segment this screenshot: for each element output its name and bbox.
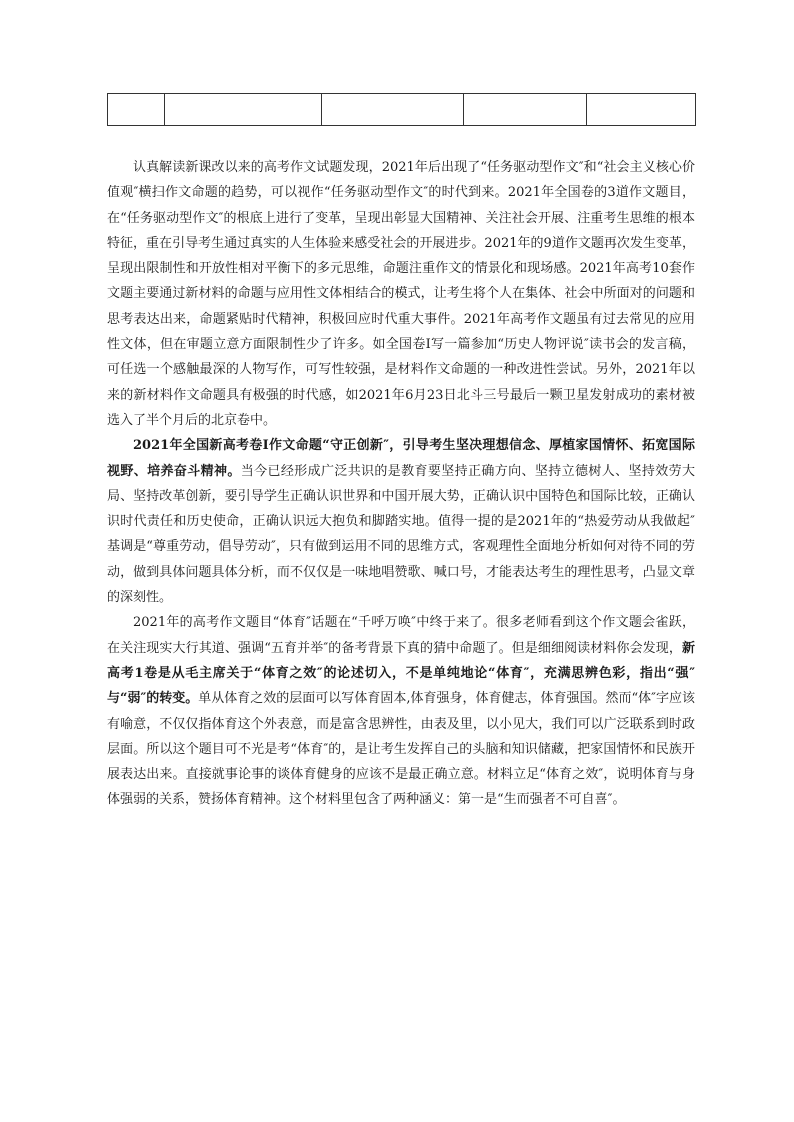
bold-text-span: 2021年全国新高考卷Ⅰ作文命题“守正创新″，引导考生坚决理想信念、厚植家国情怀、拓宽国际视野、培养奋斗精神。: [107, 438, 695, 479]
paragraph-1: [107, 155, 695, 433]
table-cell: [587, 94, 696, 126]
table-cell: [165, 94, 322, 126]
table-cell: [464, 94, 587, 126]
text-span: 2021年的高考作文题目“体育″话题在“千呼万唤″中终于来了。很多老师看到这个作文题会雀跃，在关注现实大行其道、强调“五育并举″的备考背景下真的猜中命题了。但是细细阅读材料你会发现，: [107, 615, 695, 656]
table-cell: [108, 94, 165, 126]
text-span: 当今已经形成广泛共识的是教育要坚持正确方向、坚持立德树人、坚持效劳大局、坚持改革创新，要引导学生正确认识世界和中国开展大势，正确认识中国特色和国际比较，正确认识时代责任和历史使命，正确认识远大抱负和脚踏实地。值得一提的是2021年的“热爱劳动从我做起″基调是“尊重劳动，倡导劳动″，只有做到运用不同的思维方式，客观理性全面地分析如何对待不同的劳动，做到具体问题具体分析，而不仅仅是一味地唱赞歌、喊口号，才能表达考生的理性思考，凸显文章的深刻性。: [107, 463, 695, 606]
header-table: [107, 93, 696, 126]
text-span: 单从体育之效的层面可以写体育固本,体育强身，体育健志，体育强国。然而“体″字应该有喻意，不仅仅指体育这个外表意，而是富含思辨性，由表及里，以小见大，我们可以广泛联系到时政层面。所以这个题目可不光是考“体育″的，是让考生发挥自己的头脑和知识储藏，把家国情怀和民族开展表达出来。直接就事论事的谈体育健身的应该不是最正确立意。材料立足“体育之效″，说明体育与身体强弱的关系，赞扬体育精神。这个材料里包含了两种涵义：第一是“生而强者不可自喜″。: [107, 691, 695, 808]
paragraph-3: [107, 610, 695, 812]
text-span: 认真解读新课改以来的高考作文试题发现，2021年后出现了“任务驱动型作文″和“社会主义核心价值观″横扫作文命题的趋势，可以视作“任务驱动型作文″的时代到来。2021年全国卷的3道作文题目，在“任务驱动型作文″的根底上进行了变革，呈现出彰显大国精神、关注社会开展、注重考生思维的根本特征，重在引导考生通过真实的人生体验来感受社会的开展进步。2021年的9道作文题再次发生变革，呈现出限制性和开放性相对平衡下的多元思维，命题注重作文的情景化和现场感。2021年高考10套作文题主要通过新材料的命题与应用性文体相结合的模式，让考生将个人在集体、社会中所面对的问题和思考表达出来，命题紧贴时代精神，积极回应时代重大事件。2021年高考作文题虽有过去常见的应用性文体，但在审题立意方面限制性少了许多。如全国卷Ⅰ写一篇参加“历史人物评说″读书会的发言稿，可任选一个感触最深的人物写作，可写性较强，是材料作文命题的一种改进性尝试。另外，2021年以来的新材料作文命题具有极强的时代感，如2021年6月23日北斗三号最后一颗卫星发射成功的素材被选入了半个月后的北京卷中。: [107, 160, 695, 428]
body-text: [107, 155, 695, 813]
paragraph-2: [107, 433, 695, 610]
bold-text-span: 新高考1卷是从毛主席关于“体育之效″的论述切入，不是单纯地论“体育″，充满思辨色彩，指出“强″与“弱″的转变。: [107, 640, 695, 707]
table-row: [108, 94, 696, 126]
table-cell: [322, 94, 464, 126]
